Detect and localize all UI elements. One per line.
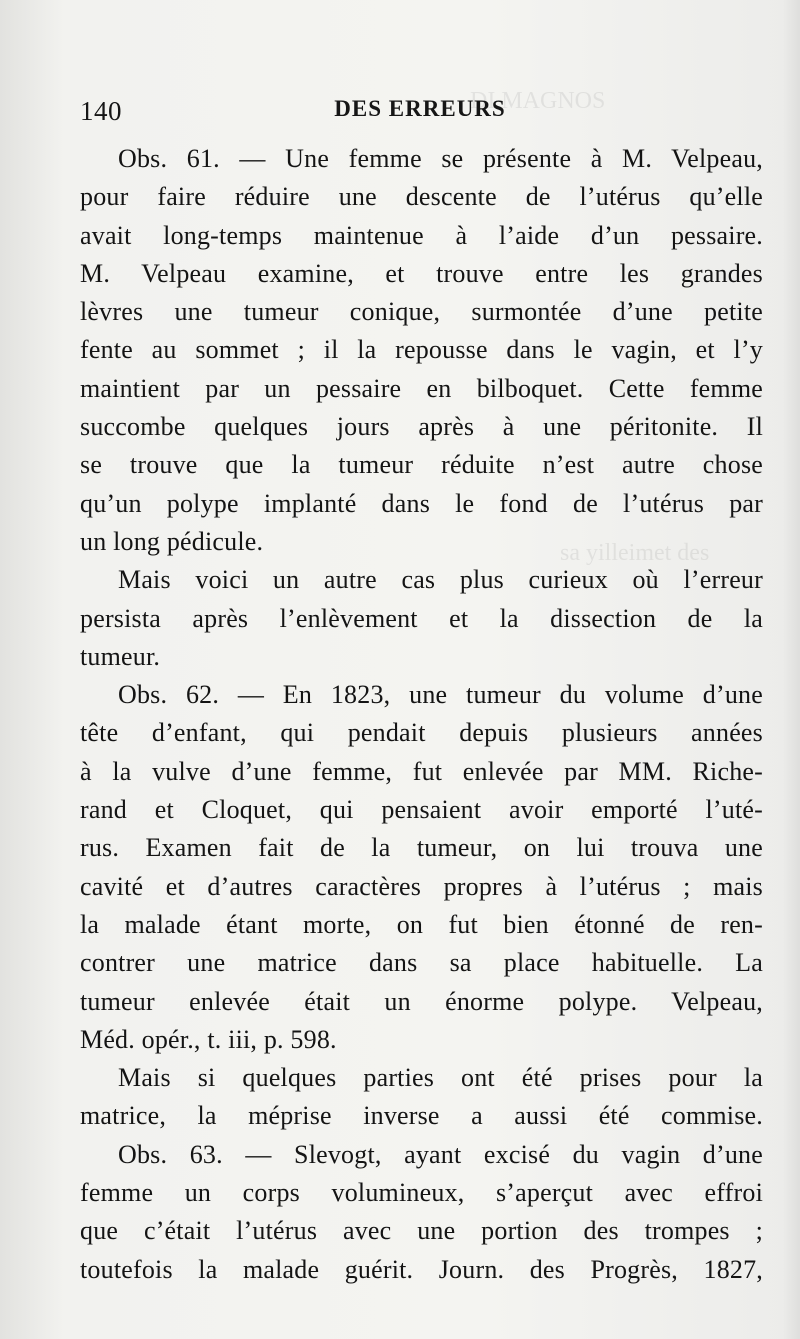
text-line: tête d’enfant, qui pendait depuis plusieurs années xyxy=(80,718,763,748)
text-line: à la vulve d’une femme, fut enlevée par MM. Riche- xyxy=(80,756,763,786)
text-line: avait long-temps maintenue à l’aide d’un pessaire. xyxy=(80,220,763,250)
text-line: contrer une matrice dans sa place habituelle. La xyxy=(80,948,763,978)
text-line: persista après l’enlèvement et la dissection de la xyxy=(80,603,763,633)
text-line: toutefois la malade guérit. Journ. des Progrès, 1827, xyxy=(80,1254,763,1284)
text-line: tumeur enlevée était un énorme polype. Velpeau, xyxy=(80,986,763,1016)
text-line: Méd. opér., t. iii, p. 598. xyxy=(80,1024,337,1054)
text-line: rus. Examen fait de la tumeur, on lui trouva une xyxy=(80,833,763,863)
text-line: tumeur. xyxy=(80,641,161,671)
text-line: rand et Cloquet, qui pensaient avoir emporté l’uté- xyxy=(80,795,763,825)
text-line: la malade étant morte, on fut bien étonné de ren- xyxy=(80,909,763,939)
text-line xyxy=(80,140,763,178)
text-line: fente au sommet ; il la repousse dans le vagin, et l’y xyxy=(80,335,763,365)
text-line: se trouve que la tumeur réduite n’est autre chose xyxy=(80,450,763,480)
text-line: Mais si quelques parties ont été prises pour la xyxy=(118,1063,763,1093)
text-line: Obs. 63. — Slevogt, ayant excisé du vagin d’une xyxy=(118,1139,763,1169)
text-line: Obs. 62. — En 1823, une tumeur du volume d’une xyxy=(118,680,763,710)
page-edge-shadow xyxy=(782,0,800,1339)
text-line: un long pédicule. xyxy=(80,526,264,556)
text-line: que c’était l’utérus avec une portion des trompes ; xyxy=(80,1216,763,1246)
text-line: M. Velpeau examine, et trouve entre les grandes xyxy=(80,258,763,288)
text-line: lèvres une tumeur conique, surmontée d’une petite xyxy=(80,297,763,327)
obs-61-paragraph-start: Obs. 61. — Une femme se présente à M. Velpeau, xyxy=(118,144,763,173)
text-line: Mais voici un autre cas plus curieux où l’erreur xyxy=(118,565,763,595)
bleed-through-text: DI MAGNOS xyxy=(470,88,606,114)
text-line: maintient par un pessaire en bilboquet. Cette femme xyxy=(80,373,763,403)
text-line: pour faire réduire une descente de l’utérus qu’elle xyxy=(80,182,763,212)
page-header xyxy=(80,96,760,136)
page-number: 140 xyxy=(80,96,122,126)
text-line: succombe quelques jours après à une péritonite. Il xyxy=(80,412,763,442)
text-line: qu’un polype implanté dans le fond de l’utérus par xyxy=(80,488,763,518)
body-text xyxy=(80,140,763,1289)
text-line: matrice, la méprise inverse a aussi été commise. xyxy=(80,1101,763,1131)
running-title: DES ERREURS xyxy=(334,96,506,121)
text-line: femme un corps volumineux, s’aperçut avec effroi xyxy=(80,1178,763,1208)
text-line: cavité et d’autres caractères propres à l’utérus ; mais xyxy=(80,871,763,901)
bleed-through-text: sa yilleimet des xyxy=(560,540,710,566)
